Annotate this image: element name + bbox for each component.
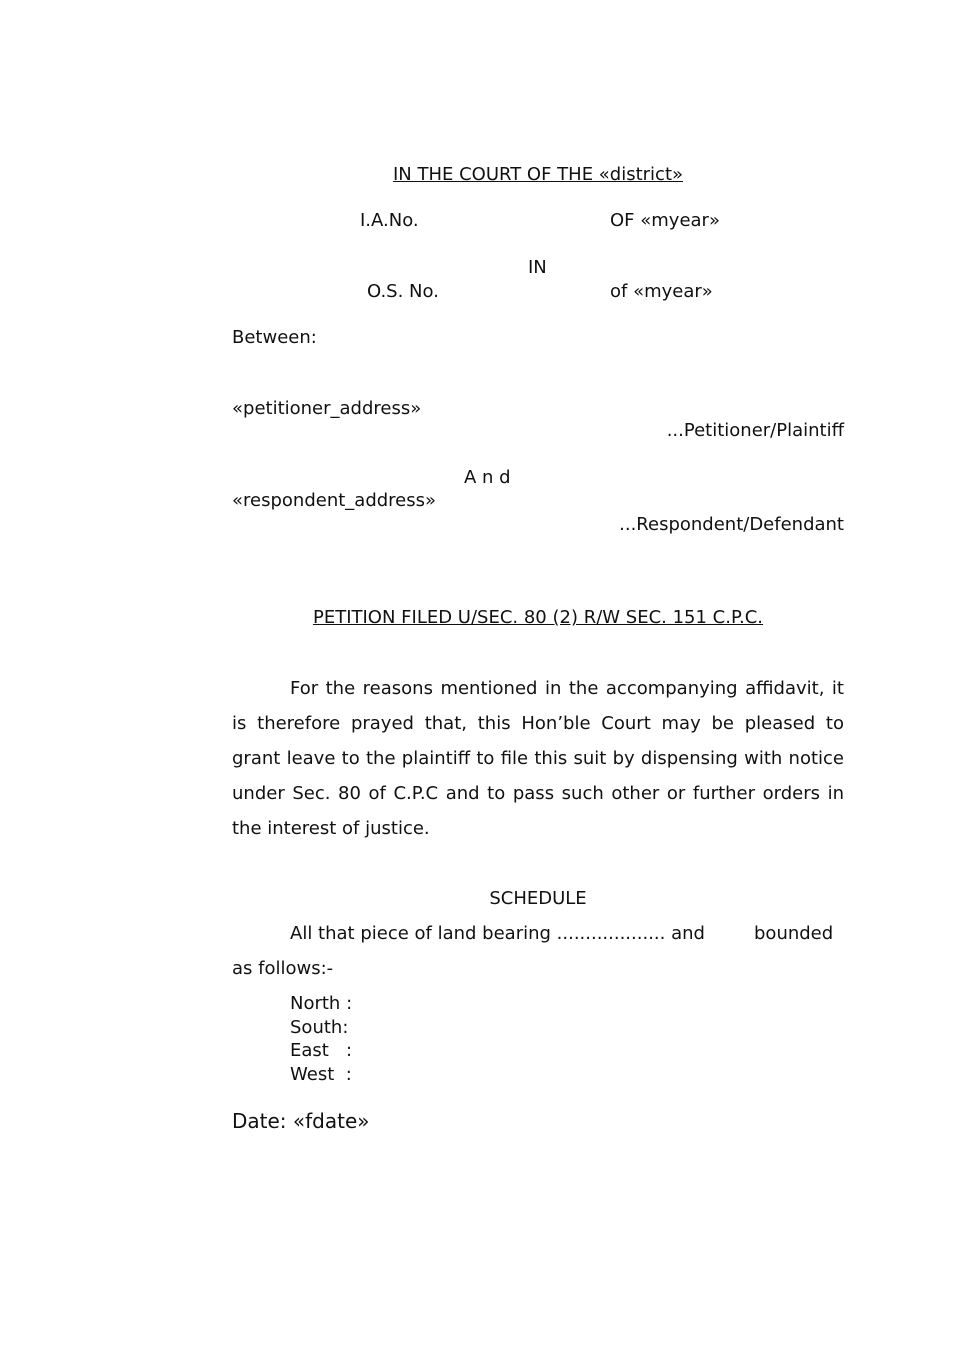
boundary-east: East :: [290, 1040, 353, 1061]
schedule-title: SCHEDULE: [489, 888, 587, 909]
prayer-paragraph: For the reasons mentioned in the accompanying affidavit, it is therefore prayed that, this Hon’ble Court may be pleased to grant leave to the plaintiff to file this suit by dispensing with notice under Sec. 80 of C.P.C and to pass such other or further orders in the interest of justice.: [232, 678, 844, 839]
petitioner-role: ...Petitioner/Plaintiff: [666, 420, 844, 441]
schedule-line-1: All that piece of land bearing ................... and: [290, 923, 705, 944]
court-heading: IN THE COURT OF THE «district»: [392, 164, 684, 185]
boundary-west: West :: [290, 1063, 352, 1085]
petitioner-address: «petitioner_address»: [232, 398, 422, 419]
ia-year: OF «myear»: [610, 210, 720, 231]
os-year: of «myear»: [610, 281, 713, 302]
respondent-address: «respondent_address»: [232, 490, 437, 511]
between-label: Between:: [232, 327, 317, 348]
respondent-role: ...Respondent/Defendant: [619, 514, 844, 535]
petition-title: PETITION FILED U/SEC. 80 (2) R/W SEC. 151 C.P.C.: [312, 607, 764, 628]
schedule-line-2: as follows:-: [232, 958, 334, 979]
boundaries-list: [290, 992, 352, 1086]
date-line: Date: «fdate»: [232, 1109, 370, 1133]
ia-number-label: I.A.No.: [360, 210, 419, 231]
boundary-south: South:: [290, 1016, 349, 1038]
in-word: IN: [528, 257, 547, 278]
schedule-line-1-bounded: bounded: [754, 923, 834, 944]
os-number-label: O.S. No.: [367, 281, 439, 302]
boundary-north: North :: [290, 993, 353, 1014]
and-word: A n d: [464, 467, 511, 488]
